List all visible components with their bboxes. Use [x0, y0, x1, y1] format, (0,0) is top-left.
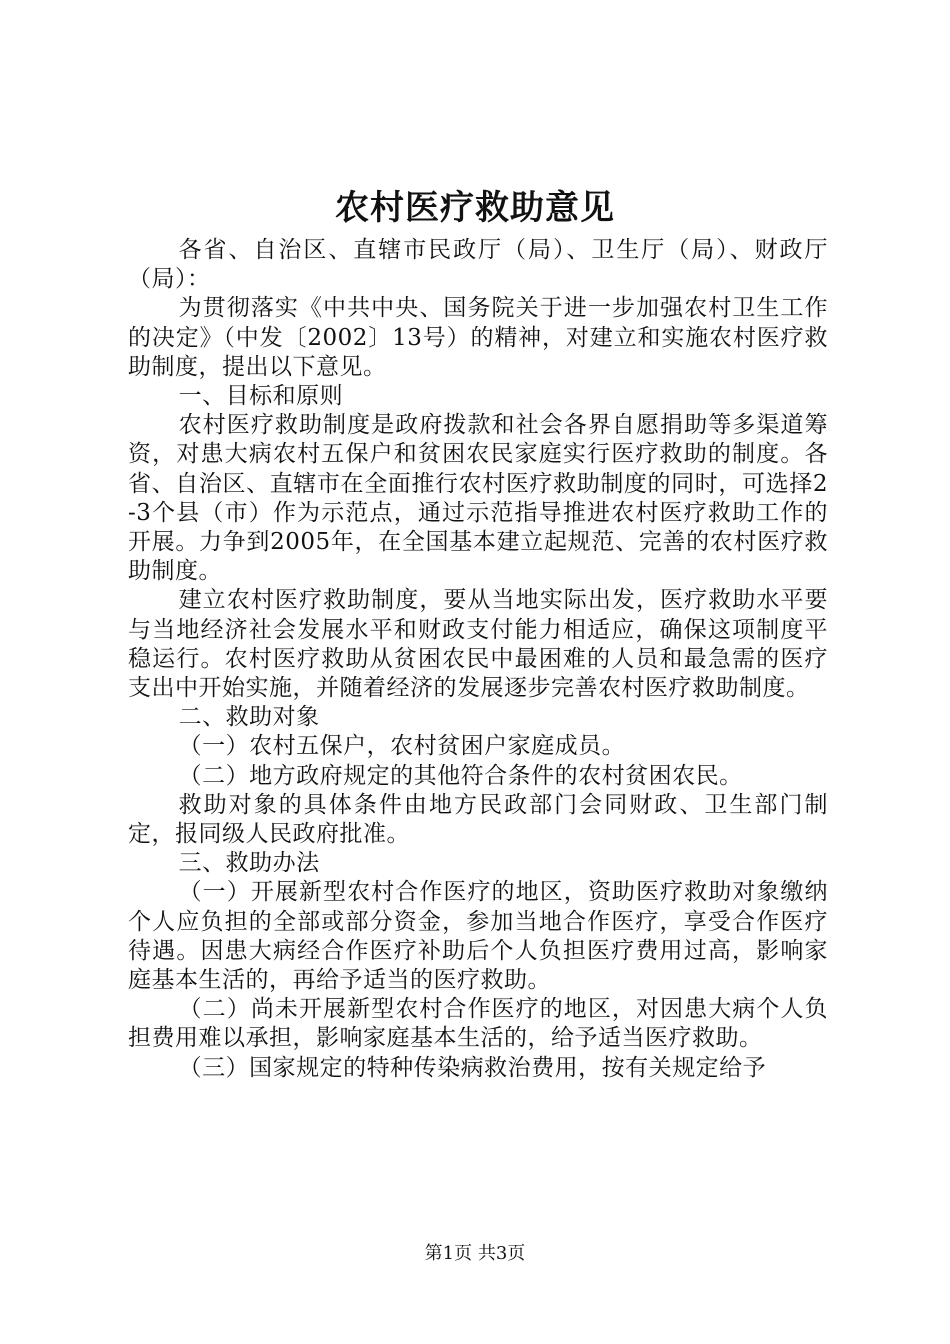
intro-paragraph: 为贯彻落实《中共中央、国务院关于进一步加强农村卫生工作的决定》（中发〔2002〕13号）的精神，对建立和实施农村医疗救助制度，提出以下意见。 [128, 295, 828, 380]
document-title: 农村医疗救助意见 [335, 188, 615, 228]
body-paragraph: 建立农村医疗救助制度，要从当地实际出发，医疗救助水平要与当地经济社会发展水平和财政支付能力相适应，确保这项制度平稳运行。农村医疗救助从贫困农民中最困难的人员和最急需的医疗支出中开始实施，并随着经济的发展逐步完善农村医疗救助制度。 [128, 587, 828, 702]
salutation-paragraph: 各省、自治区、直辖市民政厅（局）、卫生厅（局）、财政厅（局）： [128, 237, 828, 293]
list-item-paragraph: （二）尚未开展新型农村合作医疗的地区，对因患大病个人负担费用难以承担，影响家庭基本生活的，给予适当医疗救助。 [128, 996, 828, 1052]
section-heading-recipients: 二、救助对象 [178, 704, 320, 731]
page-footer: 第1页 共3页 [424, 1243, 526, 1264]
list-item-paragraph: （二）地方政府规定的其他符合条件的农村贫困农民。 [178, 762, 743, 789]
section-heading-methods: 三、救助办法 [178, 850, 320, 877]
list-item-paragraph: （三）国家规定的特种传染病救治费用，按有关规定给予 [178, 1054, 767, 1081]
document-body [128, 236, 828, 1083]
section-heading-goals: 一、目标和原则 [178, 383, 344, 410]
body-paragraph: 农村医疗救助制度是政府拨款和社会各界自愿捐助等多渠道筹资，对患大病农村五保户和贫困农民家庭实行医疗救助的制度。各省、自治区、直辖市在全面推行农村医疗救助制度的同时，可选择2-3个县（市）作为示范点，通过示范指导推进农村医疗救助工作的开展。力争到2005年，在全国基本建立起规范、完善的农村医疗救助制度。 [128, 412, 828, 585]
body-paragraph: 救助对象的具体条件由地方民政部门会同财政、卫生部门制定，报同级人民政府批准。 [128, 791, 828, 848]
list-item-paragraph: （一）开展新型农村合作医疗的地区，资助医疗救助对象缴纳个人应负担的全部或部分资金，参加当地合作医疗，享受合作医疗待遇。因患大病经合作医疗补助后个人负担医疗费用过高，影响家庭基本生活的，再给予适当的医疗救助。 [128, 879, 828, 994]
list-item-paragraph: （一）农村五保户，农村贫困户家庭成员。 [178, 733, 626, 760]
